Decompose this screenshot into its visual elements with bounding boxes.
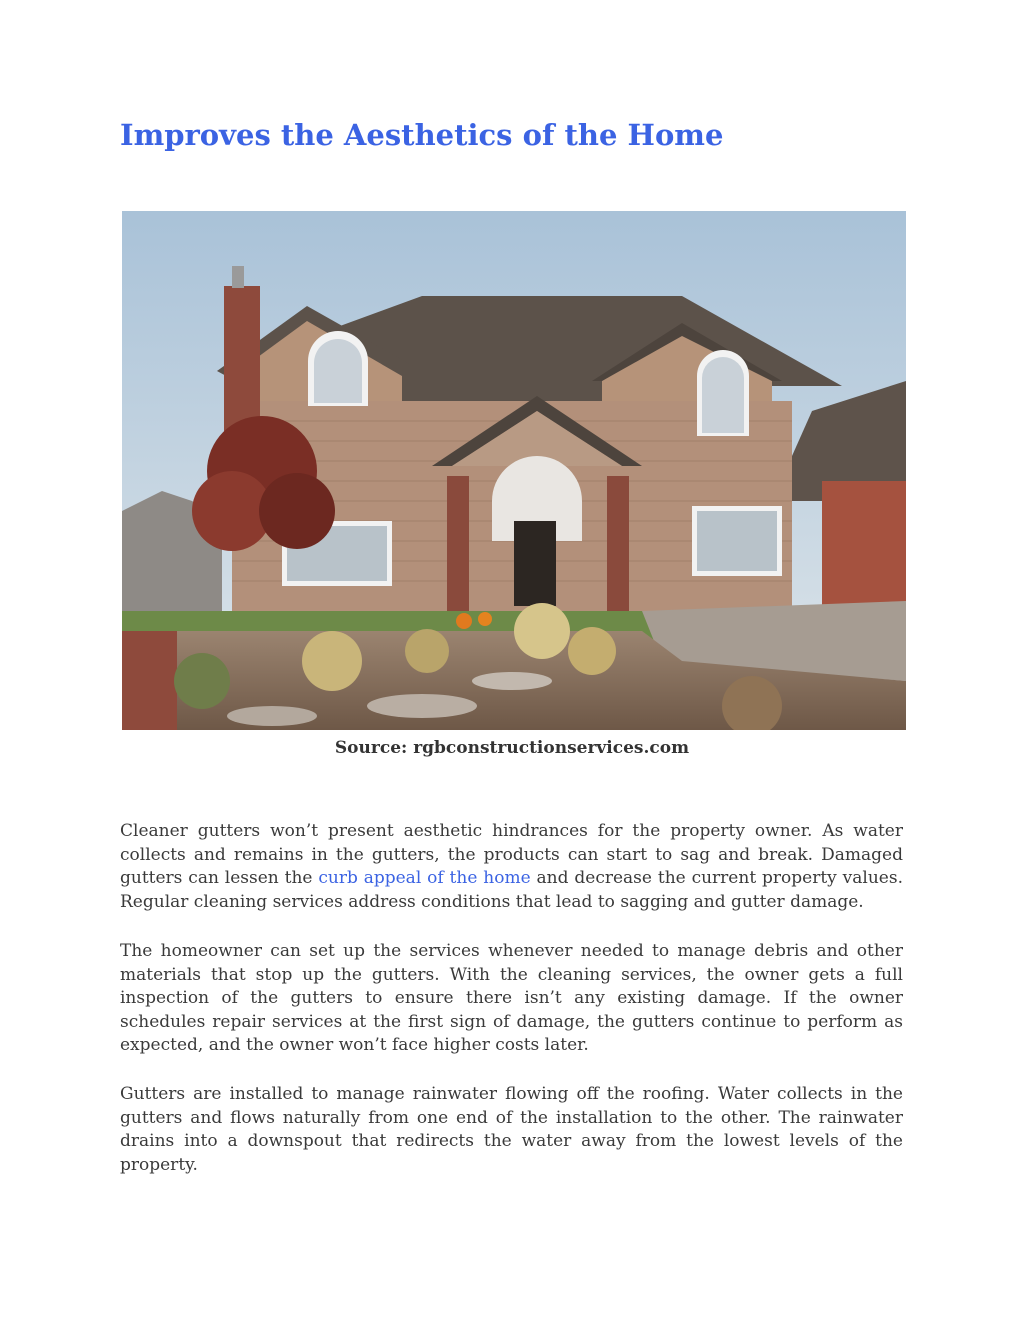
- house-photo: [122, 211, 906, 730]
- curb-appeal-link[interactable]: curb appeal of the home: [318, 868, 531, 889]
- paragraph-2: The homeowner can set up the services whenever needed to manage debris and other materials that stop up the gutters. With the cleaning services, the owner gets a full inspection of the gutters to ensure there isn’t any existing damage. If the owner schedules repair services at the first sign of damage, the gutters continue to perform as expected, and the owner won’t face higher costs later.: [120, 941, 903, 1056]
- paragraph-1: [120, 820, 903, 914]
- paragraph-3: Gutters are installed to manage rainwater flowing off the roofing. Water collects in the gutters and flows naturally from one end of the installation to the other. The rainwater drains into a downspout that redirects the water away from the lowest levels of the property.: [120, 1084, 903, 1175]
- page-title: Improves the Aesthetics of the Home: [120, 118, 724, 152]
- paragraph-1-text-end: and decrease the current property values. Regular cleaning services address conditions that lead to sagging and gutter damage.: [120, 868, 903, 912]
- image-caption: Source: rgbconstructionservices.com: [334, 738, 690, 758]
- paragraph-1-text-start: Cleaner gutters won’t present aesthetic hindrances for the property owner. As water collects and remains in the gutters, the products can start to sag and break. Damaged gutters can lessen the: [120, 821, 903, 889]
